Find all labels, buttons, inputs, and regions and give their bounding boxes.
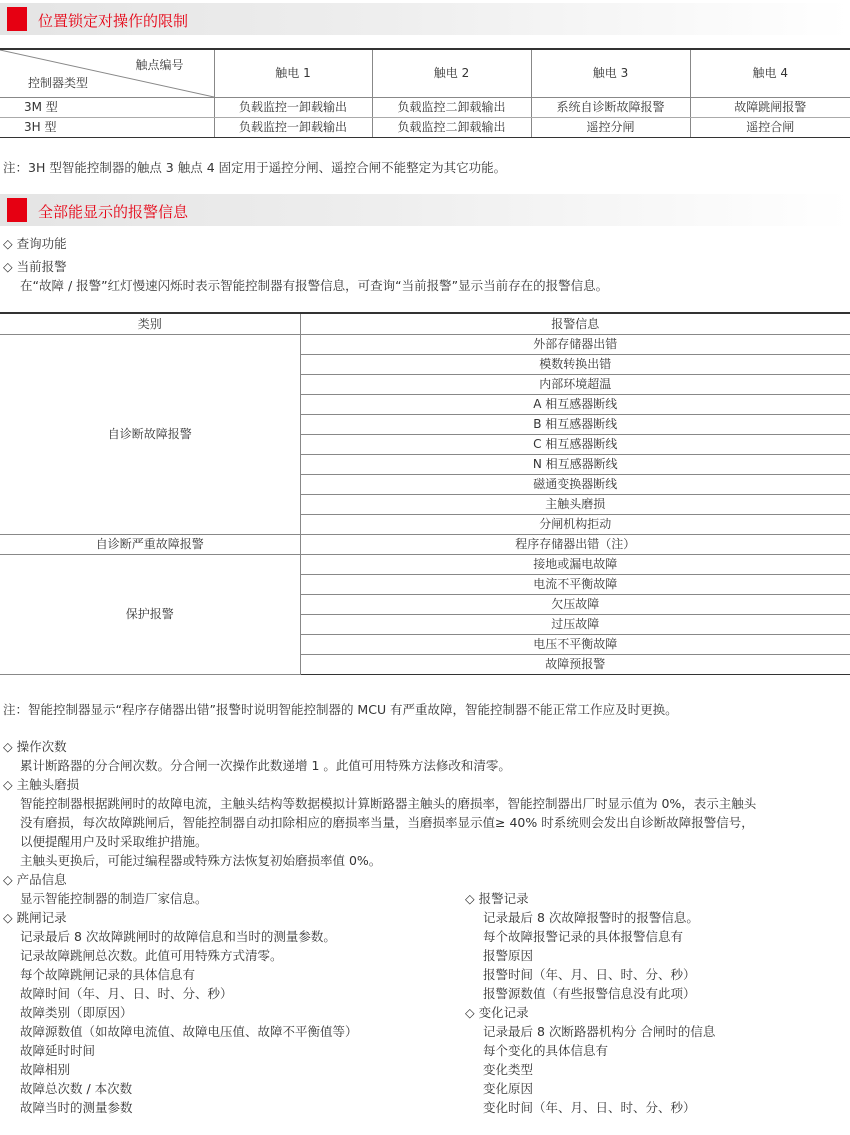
table-cell: 遥控分闸 bbox=[531, 118, 690, 138]
alarm-record-line: 每个故障报警记录的具体报警信息有 bbox=[483, 929, 684, 944]
column-header: 类别 bbox=[0, 313, 300, 335]
row-type: 3M 型 bbox=[0, 98, 214, 118]
table-row bbox=[0, 555, 850, 575]
corner-top-label: 触点编号 bbox=[135, 58, 184, 72]
trip-record-line: 故障时间（年、月、日、时、分、秒） bbox=[20, 986, 233, 1001]
table-cell: 故障跳闸报警 bbox=[690, 98, 850, 118]
change-record-line: 记录最后 8 次断路器机构分 合闸时的信息 bbox=[483, 1024, 716, 1039]
alarm-item: 主触头磨损 bbox=[300, 495, 850, 515]
change-record-line: 变化类型 bbox=[483, 1062, 534, 1077]
trip-record-line: 记录故障跳闸总次数。此值可用特殊方式清零。 bbox=[20, 948, 283, 963]
trip-record-line: 故障类别（即原因） bbox=[20, 1005, 133, 1020]
column-header: 触电 2 bbox=[372, 49, 531, 98]
trip-record-line: 每个故障跳闸记录的具体信息有 bbox=[20, 967, 196, 982]
alarm-item: C 相互感器断线 bbox=[300, 435, 850, 455]
table-row bbox=[0, 118, 850, 138]
alarm-item: A 相互感器断线 bbox=[300, 395, 850, 415]
section-title: 全部能显示的报警信息 bbox=[38, 203, 189, 221]
section-marker bbox=[7, 7, 27, 31]
wear-line: 智能控制器根据跳闸时的故障电流，主触头结构等数据模拟计算断路器主触头的磨损率，智能控制器出厂时显示值为 0%，表示主触头 bbox=[20, 796, 757, 811]
wear-heading: ◇ 主触头磨损 bbox=[3, 777, 80, 792]
alarm-record-line: 记录最后 8 次故障报警时的报警信息。 bbox=[483, 910, 699, 925]
column-header: 触电 1 bbox=[214, 49, 372, 98]
change-record-line: 每个变化的具体信息有 bbox=[483, 1043, 609, 1058]
alarm-record-heading: ◇ 报警记录 bbox=[465, 891, 529, 906]
alarm-item: N 相互感器断线 bbox=[300, 455, 850, 475]
alarm-item: 分闸机构拒动 bbox=[300, 515, 850, 535]
column-header: 触电 4 bbox=[690, 49, 850, 98]
section-marker bbox=[7, 198, 27, 222]
change-record-line: 变化原因 bbox=[483, 1081, 534, 1096]
trip-record-line: 故障相别 bbox=[20, 1062, 71, 1077]
operations-heading: ◇ 操作次数 bbox=[3, 739, 67, 754]
alarm-category: 自诊断故障报警 bbox=[0, 335, 300, 535]
alarm-item: 外部存储器出错 bbox=[300, 335, 850, 355]
trip-record-line: 故障源数值（如故障电流值、故障电压值、故障不平衡值等） bbox=[20, 1024, 358, 1039]
query-function-heading: ◇ 查询功能 bbox=[3, 236, 67, 251]
trip-record-line: 故障当时的测量参数 bbox=[20, 1100, 133, 1115]
table-cell: 负载监控二卸载输出 bbox=[372, 98, 531, 118]
alarm-item: 程序存储器出错（注） bbox=[300, 535, 850, 555]
table-cell: 负载监控一卸载输出 bbox=[214, 98, 372, 118]
alarm-item: 内部环境超温 bbox=[300, 375, 850, 395]
note-contacts: 注：3H 型智能控制器的触点 3 触点 4 固定用于遥控分闸、遥控合闸不能整定为其它功能。 bbox=[3, 160, 507, 175]
trip-record-line: 故障总次数 / 本次数 bbox=[20, 1081, 133, 1096]
alarm-item: 电流不平衡故障 bbox=[300, 575, 850, 595]
change-record-heading: ◇ 变化记录 bbox=[465, 1005, 529, 1020]
alarm-record-line: 报警原因 bbox=[483, 948, 534, 963]
column-header: 触电 3 bbox=[531, 49, 690, 98]
table-cell: 负载监控二卸载输出 bbox=[372, 118, 531, 138]
table-row bbox=[0, 98, 850, 118]
note-memory-error: 注：智能控制器显示“程序存储器出错”报警时说明智能控制器的 MCU 有严重故障，智能控制器不能正常工作应及时更换。 bbox=[3, 702, 678, 717]
table-corner-cell bbox=[0, 49, 214, 98]
table-row bbox=[0, 535, 850, 555]
alarm-item: 模数转换出错 bbox=[300, 355, 850, 375]
wear-line: 以便提醒用户及时采取维护措施。 bbox=[20, 834, 208, 849]
trip-record-line: 记录最后 8 次故障跳闸时的故障信息和当时的测量参数。 bbox=[20, 929, 336, 944]
alarm-item: 欠压故障 bbox=[300, 595, 850, 615]
alarm-record-line: 报警时间（年、月、日、时、分、秒） bbox=[483, 967, 696, 982]
corner-bottom-label: 控制器类型 bbox=[28, 76, 89, 90]
trip-record-heading: ◇ 跳闸记录 bbox=[3, 910, 67, 925]
current-alarm-desc: 在“故障 / 报警”红灯慢速闪烁时表示智能控制器有报警信息，可查询“当前报警”显示当前存在的报警信息。 bbox=[20, 278, 609, 293]
alarm-category: 保护报警 bbox=[0, 555, 300, 675]
alarm-table bbox=[0, 312, 850, 675]
table-row bbox=[0, 335, 850, 355]
alarm-item: 故障预报警 bbox=[545, 657, 606, 671]
alarm-item: 磁通变换器断线 bbox=[300, 475, 850, 495]
column-header: 报警信息 bbox=[300, 313, 850, 335]
product-info-heading: ◇ 产品信息 bbox=[3, 872, 67, 887]
wear-line: 没有磨损，每次故障跳闸后，智能控制器自动扣除相应的磨损率当量，当磨损率显示值≥ 40% 时系统则会发出自诊断故障报警信号， bbox=[20, 815, 754, 830]
section-title: 位置锁定对操作的限制 bbox=[38, 12, 189, 30]
table-cell: 负载监控一卸载输出 bbox=[214, 118, 372, 138]
alarm-item: 过压故障 bbox=[300, 615, 850, 635]
trip-record-line: 故障延时时间 bbox=[20, 1043, 96, 1058]
table-cell: 系统自诊断故障报警 bbox=[531, 98, 690, 118]
alarm-item: B 相互感器断线 bbox=[300, 415, 850, 435]
operations-desc: 累计断路器的分合闸次数。分合闸一次操作此数递增 1 。此值可用特殊方法修改和清零。 bbox=[20, 758, 511, 773]
alarm-item: 电压不平衡故障 bbox=[300, 635, 850, 655]
section-header-alarms bbox=[0, 194, 850, 226]
alarm-record-line: 报警源数值（有些报警信息没有此项） bbox=[483, 986, 696, 1001]
section-header-lock bbox=[0, 3, 850, 35]
change-record-line: 变化时间（年、月、日、时、分、秒） bbox=[483, 1100, 696, 1115]
alarm-category: 自诊断严重故障报警 bbox=[0, 535, 300, 555]
wear-line: 主触头更换后，可能过编程器或特殊方法恢复初始磨损率值 0%。 bbox=[20, 853, 382, 868]
contact-table bbox=[0, 48, 850, 138]
current-alarm-heading: ◇ 当前报警 bbox=[3, 259, 67, 274]
alarm-item: 接地或漏电故障 bbox=[300, 555, 850, 575]
table-cell: 遥控合闸 bbox=[690, 118, 850, 138]
product-info-desc: 显示智能控制器的制造厂家信息。 bbox=[20, 891, 208, 906]
row-type: 3H 型 bbox=[0, 118, 214, 138]
